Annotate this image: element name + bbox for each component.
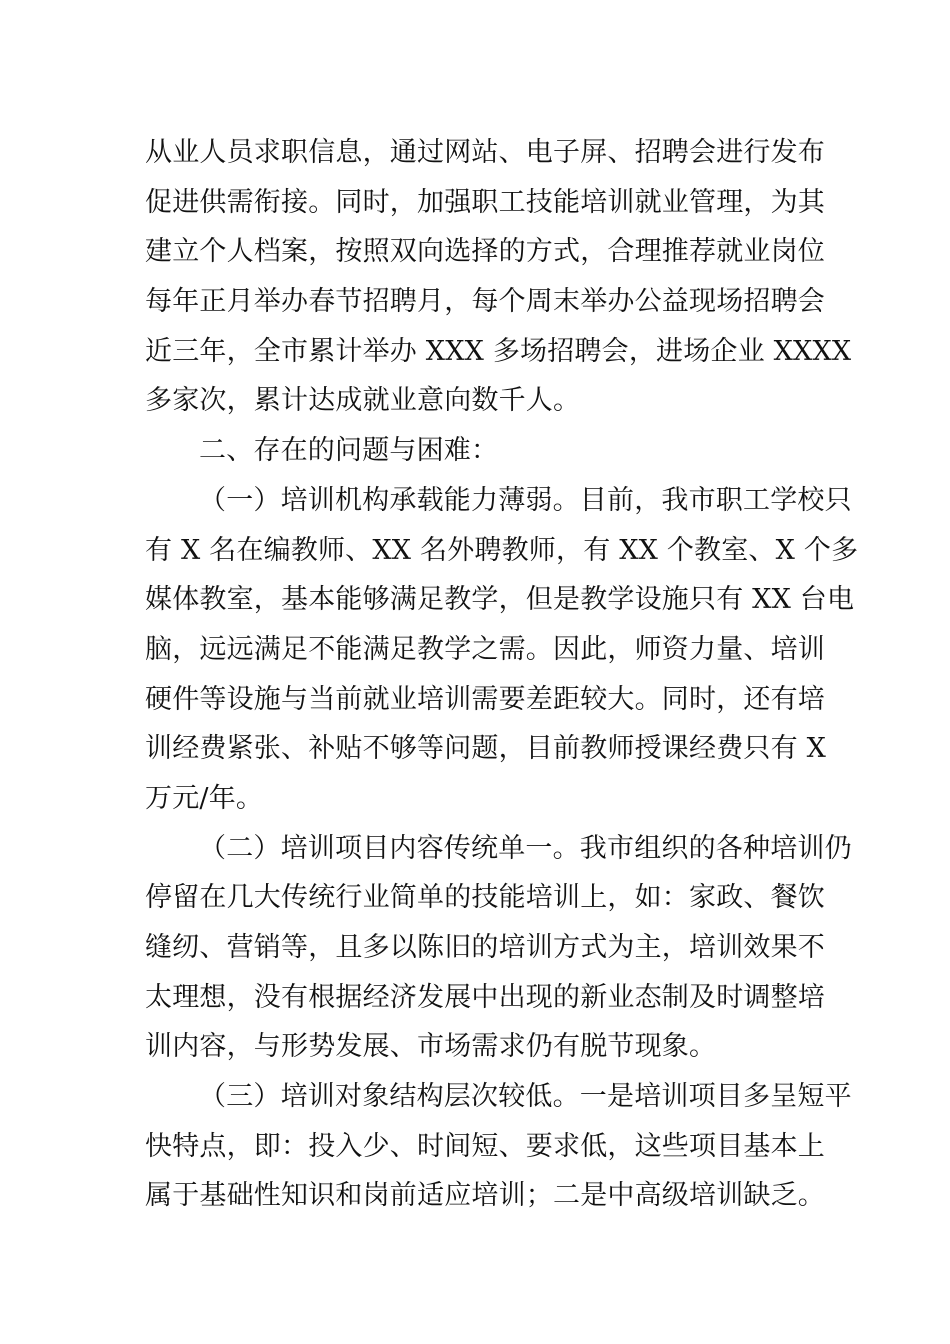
text-line: 有 X 名在编教师、XX 名外聘教师，有 XX 个教室、X 个多 xyxy=(145,534,859,566)
text-line: 硬件等设施与当前就业培训需要差距较大。同时，还有培 xyxy=(145,683,825,715)
text-line: 脑，远远满足不能满足教学之需。因此，师资力量、培训 xyxy=(145,633,825,665)
text-line: 每年正月举办春节招聘月，每个周末举办公益现场招聘会 xyxy=(145,286,825,318)
text-line: 建立个人档案，按照双向选择的方式，合理推荐就业岗位 xyxy=(145,236,825,268)
text-line: 训经费紧张、补贴不够等问题，目前教师授课经费只有 X xyxy=(145,733,827,765)
section-heading: 二、存在的问题与困难： xyxy=(199,435,499,467)
document-body xyxy=(145,128,859,1221)
text-line: 促进供需衔接。同时，加强职工技能培训就业管理，为其 xyxy=(145,186,825,218)
text-line: 万元/年。 xyxy=(145,782,264,814)
paragraph-heading-line: （三）培训对象结构层次较低。一是培训项目多呈短平 xyxy=(199,1081,852,1113)
text-line: 多家次，累计达成就业意向数千人。 xyxy=(145,385,581,417)
paragraph-heading-line: （一）培训机构承载能力薄弱。目前，我市职工学校只 xyxy=(199,484,852,516)
text-line: 快特点，即：投入少、时间短、要求低，这些项目基本上 xyxy=(145,1130,825,1162)
text-line: 缝纫、营销等，且多以陈旧的培训方式为主，培训效果不 xyxy=(145,932,825,963)
text-line: 媒体教室，基本能够满足教学，但是教学设施只有 XX 台电 xyxy=(145,584,855,616)
paragraph-heading-line: （二）培训项目内容传统单一。我市组织的各种培训仍 xyxy=(199,832,852,864)
text-line: 从业人员求职信息，通过网站、电子屏、招聘会进行发布 xyxy=(145,137,825,168)
text-line: 近三年，全市累计举办 XXX 多场招聘会，进场企业 XXXX xyxy=(145,335,852,367)
text-line: 停留在几大传统行业简单的技能培训上，如：家政、餐饮 xyxy=(145,882,825,914)
text-line: 太理想，没有根据经济发展中出现的新业态制及时调整培 xyxy=(145,981,825,1013)
text-line: 训内容，与形势发展、市场需求仍有脱节现象。 xyxy=(145,1031,717,1063)
text-line: 属于基础性知识和岗前适应培训；二是中高级培训缺乏。 xyxy=(145,1180,825,1212)
